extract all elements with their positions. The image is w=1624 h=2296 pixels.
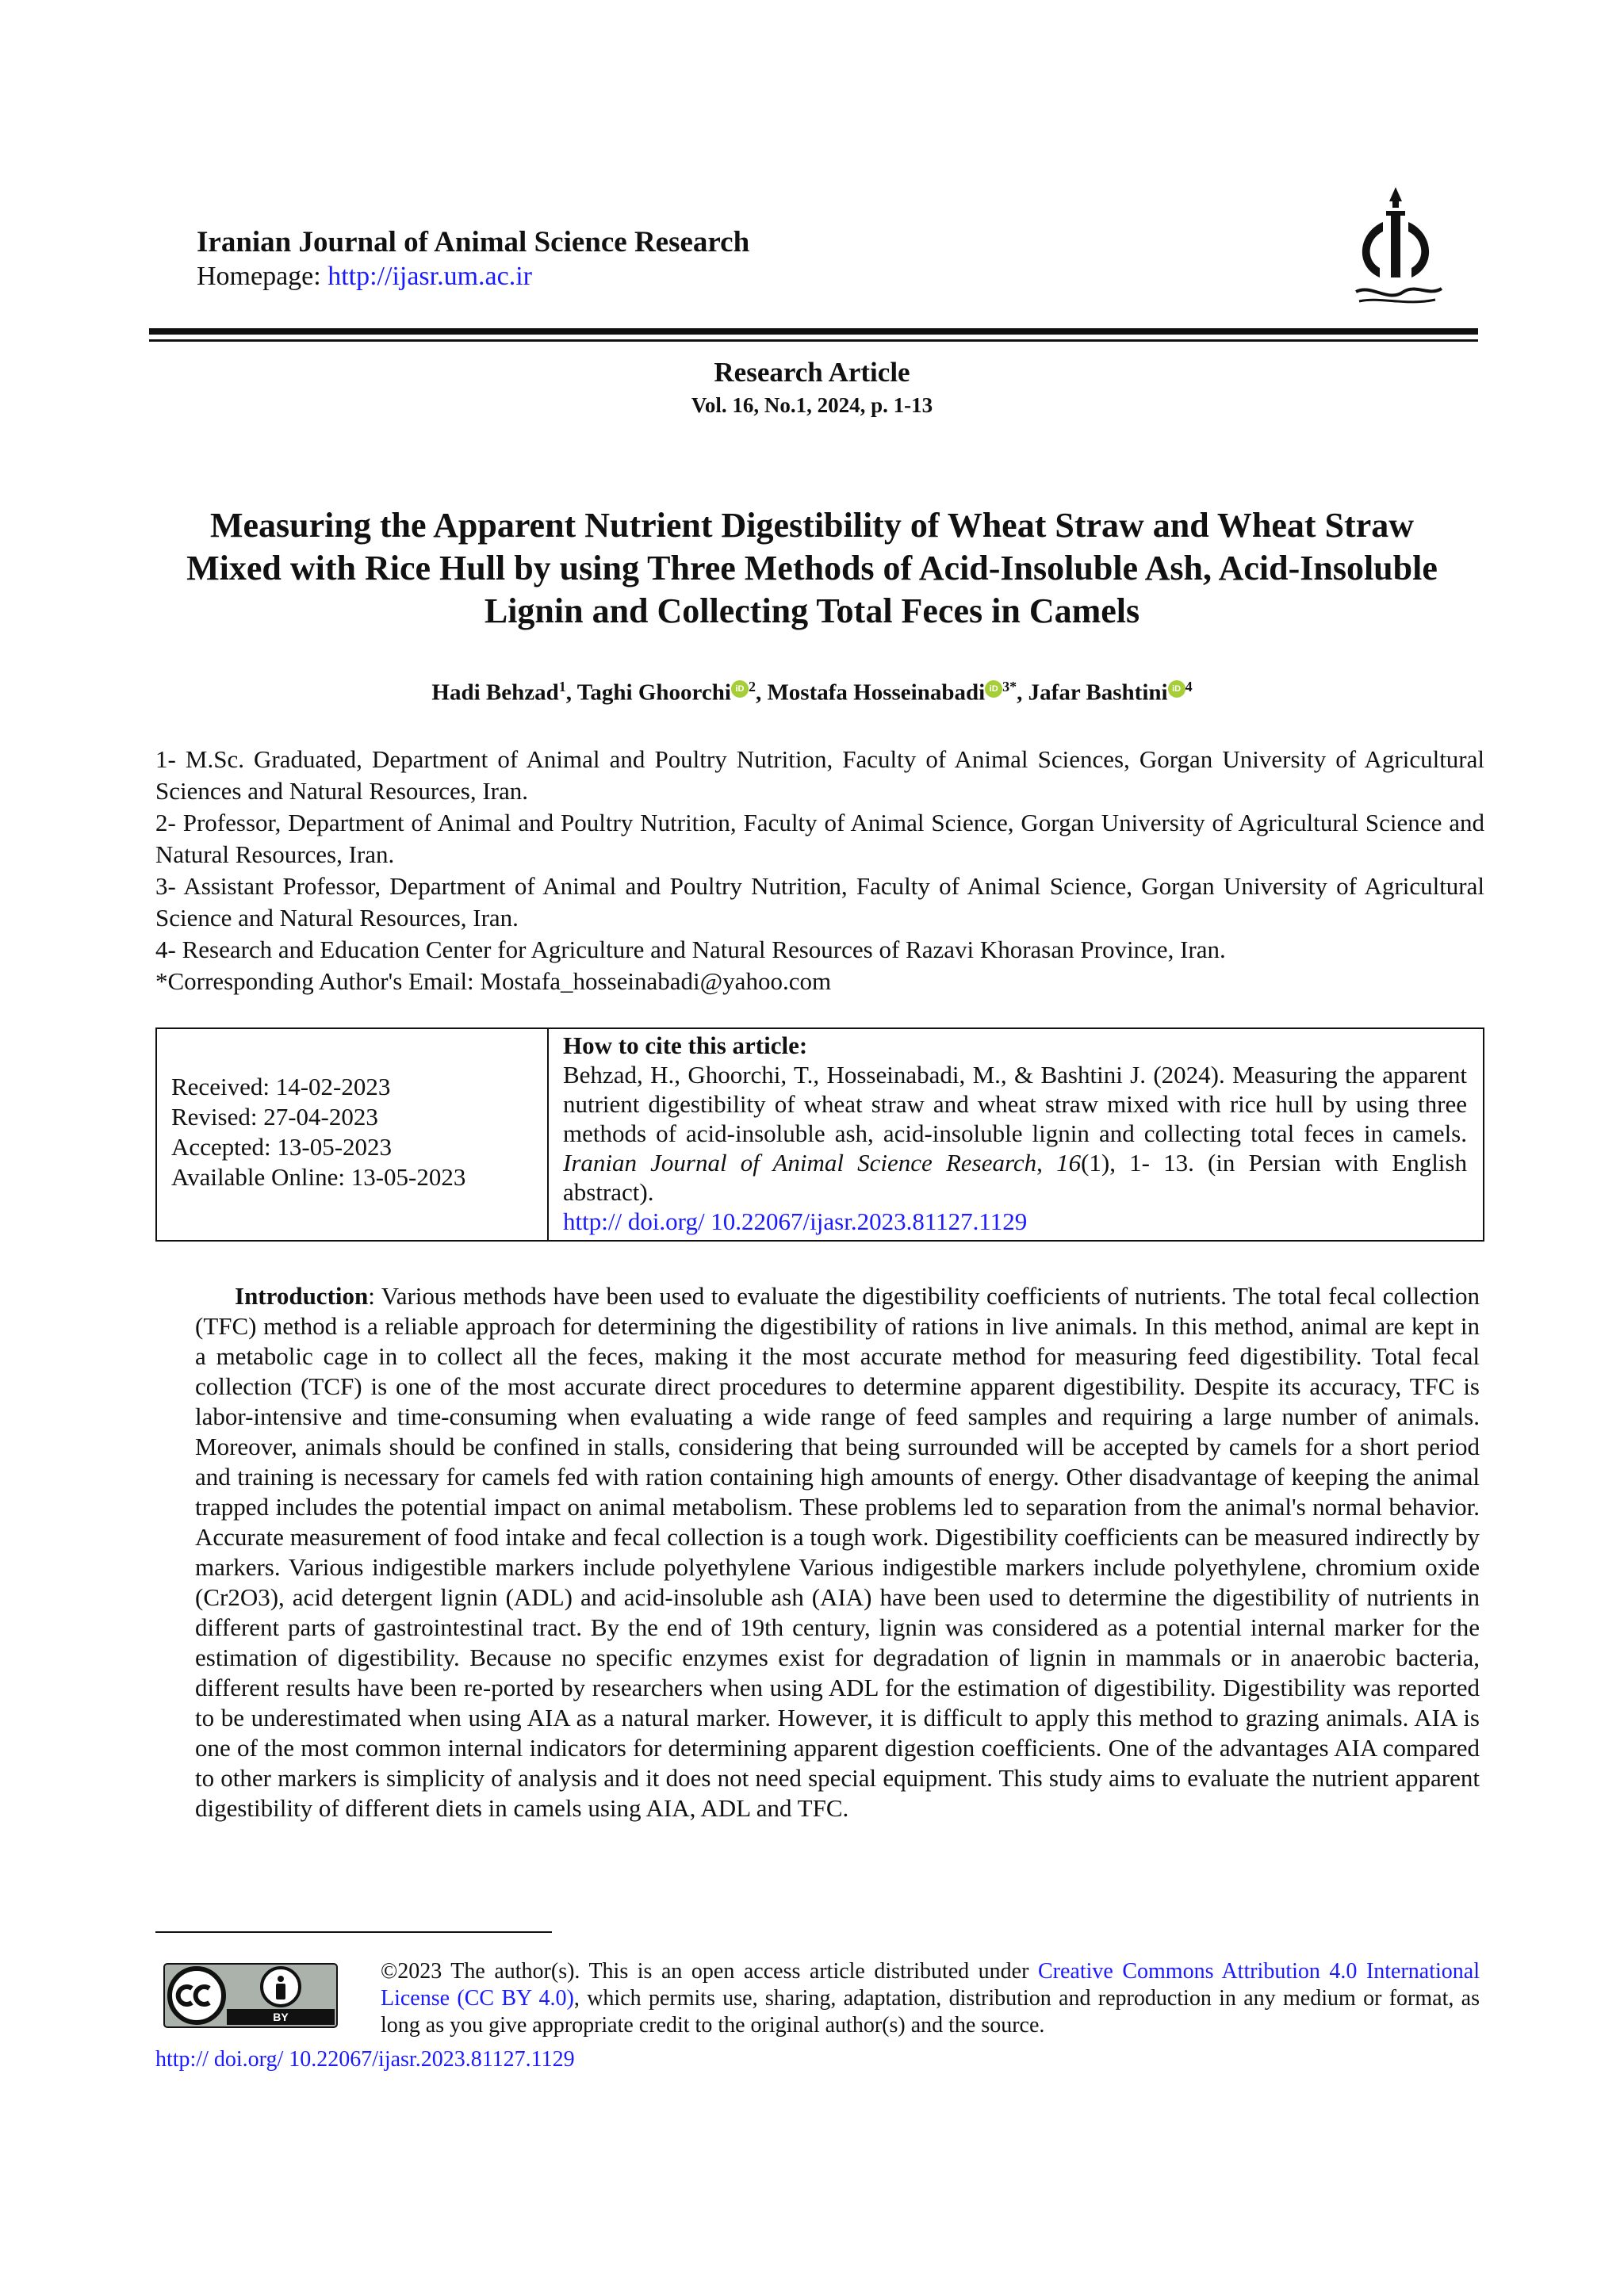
author-affiliation-number: 1 [558,679,566,695]
affiliation-item: 3- Assistant Professor, Department of Animal and Poultry Nutrition, Faculty of Animal Science, Gorgan University of Agricultural Science and Natural Resources, Iran. [155,872,1484,932]
homepage-line [197,262,532,292]
license-link[interactable]: Creative Commons Attribution 4.0 International License (CC BY 4.0) [381,1959,1480,2011]
affiliation-item: 1- M.Sc. Graduated, Department of Animal and Poultry Nutrition, Faculty of Animal Sciences, Gorgan University of Agricultural Sciences and Natural Resources, Iran. [155,745,1484,805]
author-name: Taghi Ghoorchi [576,679,731,706]
homepage-label: Homepage: [197,262,328,291]
author-name: Hadi Behzad [431,679,559,706]
author-affiliation-number: 4 [1185,679,1193,695]
affiliation-item: 2- Professor, Department of Animal and Poultry Nutrition, Faculty of Animal Science, Gorgan University of Agricultural Science and Natural Resources, Iran. [155,809,1484,868]
dates-panel [171,1072,465,1192]
attribution-person-icon [262,1968,300,2006]
header-rule-thin [149,339,1478,342]
author-separator: , [755,679,768,706]
article-type: Research Article [714,357,910,388]
author-list [0,679,1624,706]
citation-doi-link[interactable]: http:// doi.org/ 10.22067/ijasr.2023.81127.1129 [563,1207,1028,1235]
citation-heading: How to cite this article: [563,1031,808,1059]
introduction-text: : Various methods have been used to evaluate the digestibility coefficients of nutrients. The total fecal collection (TFC) method is a reliable approach for determining the digestibility of rations in live animals. In this method, animal are kept in a metabolic cage in to collect all the feces, making it the most accurate method for measuring feed digestibility. Total fecal collection (TCF) is one of the most accurate direct procedures to determine apparent digestibility. Despite its accuracy, TFC is labor-intensive and time-consuming when evaluating a wide range of feed samples and requiring a large number of animals. Moreover, animals should be confined in stalls, considering that being surrounded will be accepted by camels for a short period and training is necessary for camels fed with ration containing high amounts of energy. Other disadvantage of keeping the animal trapped includes the potential impact on animal metabolism. These problems led to separation from the animal's normal behavior. Accurate measurement of food intake and fecal collection is a tough work. Digestibility coefficients can be measured indirectly by markers. Various indigestible markers include polyethylene Various indigestible markers include polyethylene, chromium oxide (Cr2O3), acid detergent lignin (ADL) and acid-insoluble ash (AIA) have been used to determine the digestibility of nutrients in different parts of gastrointestinal tract. By the end of 19th century, lignin was considered as a potential internal marker for the estimation of digestibility. Because no specific enzymes exist for degradation of lignin in mammals or in anaerobic bacteria, different results have been re-ported by researchers when using ADL for the estimation of digestibility. Digestibility was reported to be underestimated when using AIA as a natural marker. However, it is difficult to apply this method to grazing animals. AIA is one of the most common internal indicators for determining apparent digestion coefficients. One of the advantages AIA compared to other markers is simplicity of analysis and it does not need special equipment. This study aims to evaluate the nutrient apparent digestibility of different diets in camels using AIA, ADL and TFC. [195,1282,1480,1822]
journal-name: Iranian Journal of Animal Science Research [197,226,750,258]
author-separator: , [565,679,577,706]
creative-commons-icon [170,1969,224,2022]
badge-by-text: BY [273,2011,289,2023]
author-separator: , [1017,679,1028,706]
author-affiliation-number: 2 [748,679,756,695]
citation-box-divider [547,1027,549,1242]
license-text-before: ©2023 The author(s). This is an open access article distributed under [381,1959,1038,1984]
abstract-introduction [195,1281,1480,1823]
citation-volume: 16 [1056,1149,1082,1177]
author-name: Jafar Bashtini [1028,679,1168,706]
cc-by-badge[interactable] [163,1963,338,2028]
revised-date: Revised: 27-04-2023 [171,1103,378,1131]
orcid-icon[interactable]: iD [1168,680,1185,698]
footnote-rule [155,1931,552,1933]
homepage-link[interactable]: http://ijasr.um.ac.ir [327,262,533,291]
citation-comma: , [1036,1149,1057,1177]
corresponding-author-email: *Corresponding Author's Email: Mostafa_hosseinabadi@yahoo.com [155,967,832,995]
author-affiliation-number: 3* [1002,679,1017,695]
volume-line: Vol. 16, No.1, 2024, p. 1-13 [691,393,933,417]
affiliation-item: 4- Research and Education Center for Agriculture and Natural Resources of Razavi Khorasan Province, Iran. [155,936,1226,963]
article-title: Measuring the Apparent Nutrient Digestibility of Wheat Straw and Wheat Straw Mixed with Rice Hull by using Three Methods of Acid-Insoluble Ash, Acid-Insoluble Lignin and Collecting Total Feces in Camels [186,506,1438,630]
footer-doi-link[interactable]: http:// doi.org/ 10.22067/ijasr.2023.81127.1129 [155,2047,575,2072]
license-text-after: , which permits use, sharing, adaptation, distribution and reproduction in any medium or format, as long as you give appropriate credit to the original author(s) and the source. [381,1986,1480,2038]
citation-journal: Iranian Journal of Animal Science Research [563,1149,1037,1177]
author-name: Mostafa Hosseinabadi [767,679,986,706]
citation-text [563,1060,1467,1207]
citation-panel [563,1031,1467,1236]
introduction-label: Introduction [235,1282,369,1310]
license-notice [381,1958,1480,2039]
citation-reference: Behzad, H., Ghoorchi, T., Hosseinabadi, M., & Bashtini J. (2024). Measuring the apparent nutrient digestibility of wheat straw and wheat straw mixed with rice hull by using three methods of acid-insoluble ash, acid-insoluble lignin and collecting total feces in camels. [563,1061,1467,1147]
online-date: Available Online: 13-05-2023 [171,1163,466,1191]
accepted-date: Accepted: 13-05-2023 [171,1133,393,1161]
received-date: Received: 14-02-2023 [171,1073,391,1100]
citation-pages: (1), 1- 13. (in Persian with English abstract). [563,1149,1467,1206]
header-rule-thick [149,328,1478,335]
affiliations [155,744,1484,997]
orcid-icon[interactable]: iD [731,680,749,698]
orcid-icon[interactable]: iD [985,680,1002,698]
university-logo-icon [1340,184,1451,311]
